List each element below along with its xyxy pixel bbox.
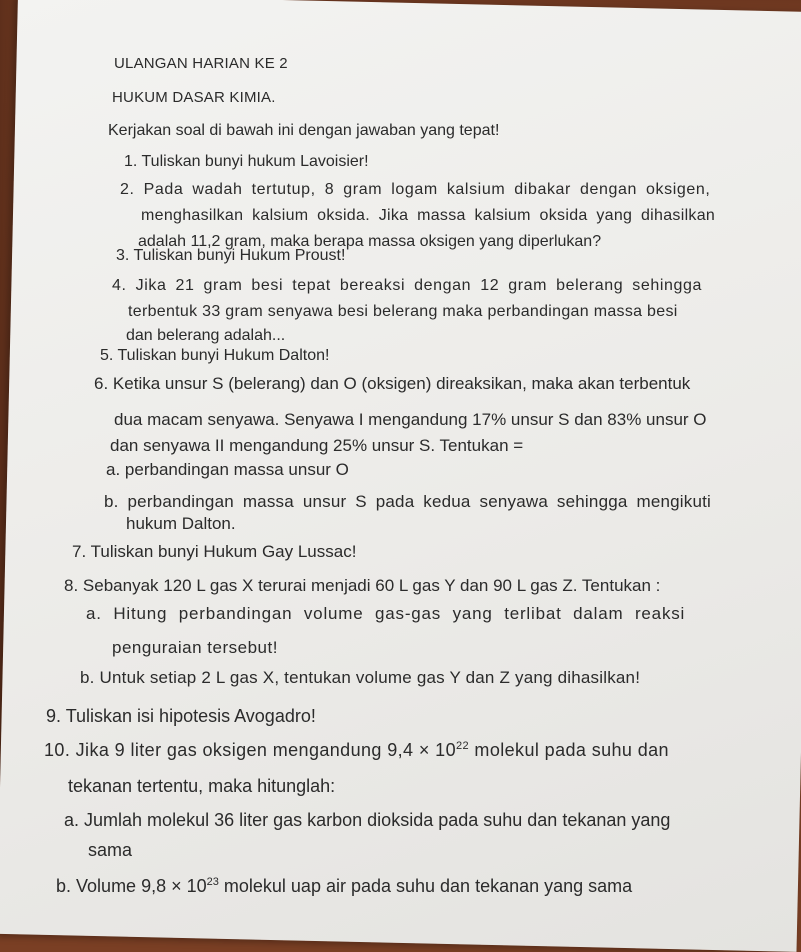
sub-label: a. bbox=[64, 810, 80, 830]
question-number: 3. bbox=[116, 247, 130, 264]
sub-label: b. bbox=[56, 876, 72, 896]
question-number: 10. bbox=[44, 740, 71, 760]
question-text: Ketika unsur S (belerang) dan O (oksigen) direaksikan, maka akan terbentuk bbox=[112, 374, 691, 393]
question-2 bbox=[120, 180, 710, 200]
question-number: 9. bbox=[46, 706, 62, 726]
question-2-line-2: menghasilkan kalsium oksida. Jika massa kalsium oksida yang dihasilkan bbox=[141, 207, 716, 224]
question-10-line-2: tekanan tertentu, maka hitunglah: bbox=[68, 776, 336, 796]
instruction: Kerjakan soal di bawah ini dengan jawaban yang tepat! bbox=[108, 122, 500, 139]
exponent: 23 bbox=[206, 876, 219, 888]
sub-text: Jumlah molekul 36 liter gas karbon dioksida pada suhu dan tekanan yang bbox=[84, 810, 671, 830]
sub-label: b. bbox=[104, 492, 119, 511]
question-text: Tuliskan bunyi Hukum Proust! bbox=[133, 247, 346, 264]
question-8a-line-2: penguraian tersebut! bbox=[112, 638, 278, 657]
question-2-line-3: adalah 11,2 gram, maka berapa massa oksigen yang diperlukan? bbox=[138, 233, 602, 250]
question-10b bbox=[56, 876, 632, 896]
question-text: Tuliskan bunyi Hukum Gay Lussac! bbox=[90, 542, 357, 561]
question-number: 6. bbox=[94, 374, 109, 393]
question-text-part-2: molekul pada suhu dan bbox=[469, 740, 669, 760]
question-text: Jika 21 gram besi tepat bereaksi dengan 12 gram belerang sehingga bbox=[135, 277, 703, 294]
question-6 bbox=[94, 374, 690, 394]
question-text: Tuliskan bunyi hukum Lavoisier! bbox=[141, 153, 369, 170]
question-6b bbox=[104, 492, 711, 512]
question-9 bbox=[46, 706, 316, 726]
question-8b bbox=[80, 668, 640, 688]
question-1 bbox=[124, 152, 369, 172]
question-8 bbox=[64, 576, 660, 596]
question-number: 5. bbox=[100, 347, 114, 364]
question-3 bbox=[116, 246, 345, 266]
question-10a-line-2: sama bbox=[88, 840, 133, 860]
sub-label: a. bbox=[86, 604, 102, 623]
sub-text-part-1: Volume 9,8 × 10 bbox=[76, 876, 207, 896]
question-4 bbox=[112, 276, 702, 296]
question-number: 8. bbox=[64, 576, 79, 595]
question-10a bbox=[64, 810, 670, 830]
question-6a bbox=[106, 460, 349, 480]
sub-label: a. bbox=[106, 460, 121, 479]
question-4-line-2: terbentuk 33 gram senyawa besi belerang maka perbandingan massa besi bbox=[128, 303, 678, 320]
sub-text: perbandingan massa unsur O bbox=[124, 460, 349, 479]
question-text: Tuliskan bunyi Hukum Dalton! bbox=[117, 347, 330, 364]
sub-text-part-2: molekul uap air pada suhu dan tekanan yang sama bbox=[218, 876, 633, 896]
exam-title: ULANGAN HARIAN KE 2 bbox=[114, 55, 288, 72]
sub-text: Hitung perbandingan volume gas-gas yang terlibat dalam reaksi bbox=[113, 604, 686, 623]
question-6b-line-2: hukum Dalton. bbox=[126, 514, 236, 533]
question-7 bbox=[72, 542, 356, 562]
sub-label: b. bbox=[80, 668, 95, 687]
exam-subtitle: HUKUM DASAR KIMIA. bbox=[112, 89, 276, 106]
question-text: Sebanyak 120 L gas X terurai menjadi 60 L gas Y dan 90 L gas Z. Tentukan : bbox=[82, 576, 661, 595]
sub-text: perbandingan massa unsur S pada kedua senyawa sehingga mengikuti bbox=[127, 492, 712, 511]
question-number: 2. bbox=[120, 181, 135, 198]
question-6-line-3: dan senyawa II mengandung 25% unsur S. Tentukan = bbox=[110, 436, 524, 455]
question-6-line-2: dua macam senyawa. Senyawa I mengandung 17% unsur S dan 83% unsur O bbox=[114, 410, 707, 429]
question-number: 7. bbox=[72, 542, 87, 561]
question-8a bbox=[86, 604, 685, 624]
question-text: Pada wadah tertutup, 8 gram logam kalsium dibakar dengan oksigen, bbox=[143, 181, 711, 198]
question-text-part-1: Jika 9 liter gas oksigen mengandung 9,4 × 10 bbox=[75, 740, 456, 760]
question-10 bbox=[44, 740, 669, 760]
question-4-line-3: dan belerang adalah... bbox=[126, 327, 286, 344]
question-number: 4. bbox=[112, 277, 127, 294]
sub-text: Untuk setiap 2 L gas X, tentukan volume gas Y dan Z yang dihasilkan! bbox=[99, 668, 641, 687]
question-5 bbox=[100, 346, 329, 366]
question-text: Tuliskan isi hipotesis Avogadro! bbox=[65, 706, 316, 726]
exponent: 22 bbox=[455, 740, 470, 752]
question-number: 1. bbox=[124, 153, 138, 170]
